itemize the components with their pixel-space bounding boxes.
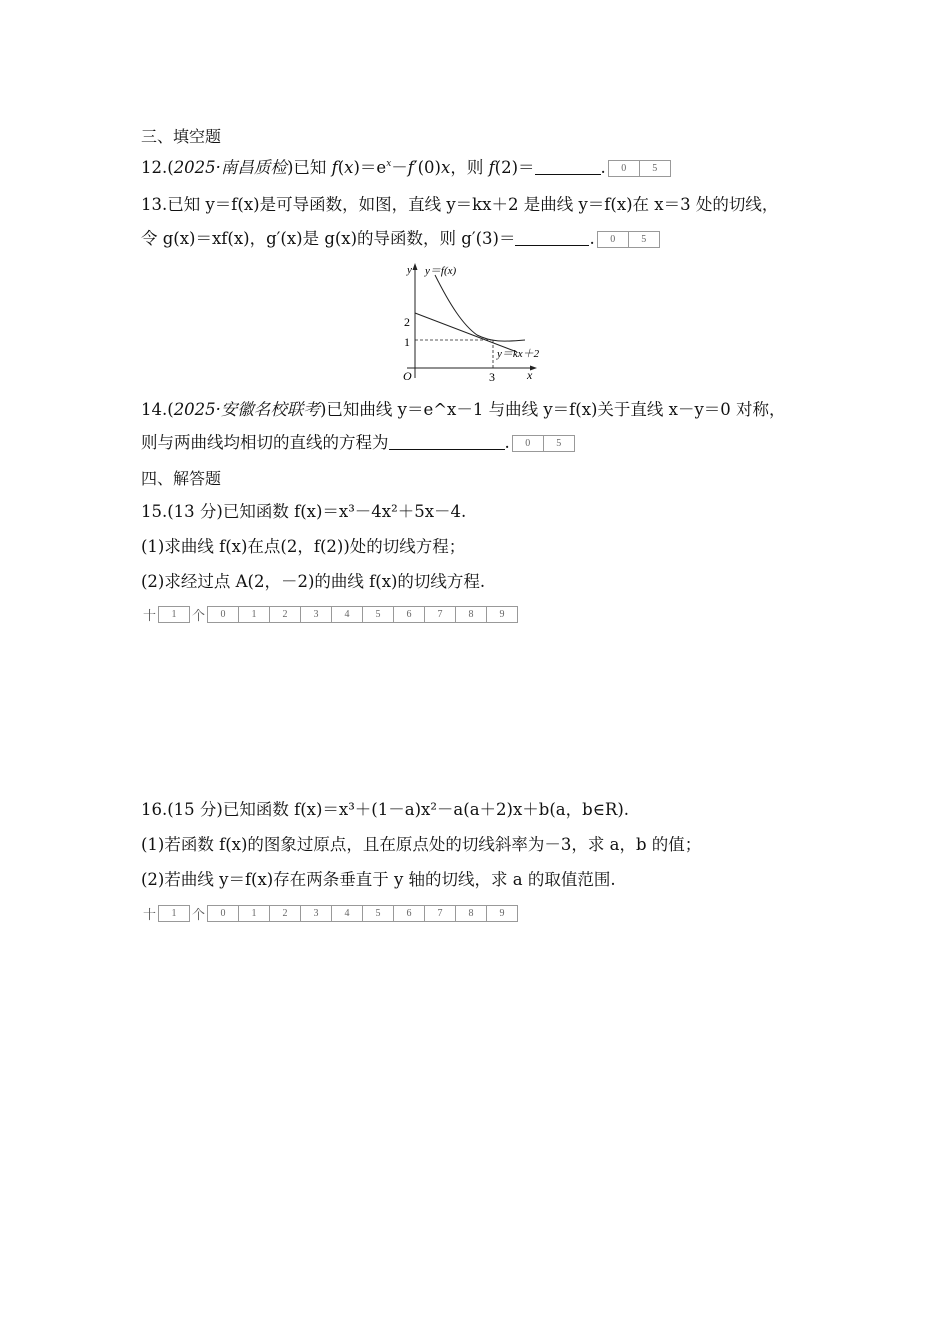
- q12-source: 2025·南昌质检: [173, 158, 287, 177]
- figure-y-arrow: [413, 263, 418, 270]
- q15-digit-8[interactable]: 8: [455, 607, 486, 622]
- q14-score-0[interactable]: 0: [525, 438, 531, 449]
- q16-digit-0[interactable]: 0: [220, 908, 226, 919]
- q14-source: 2025·安徽名校联考: [173, 400, 320, 419]
- q14-score-box[interactable]: [512, 435, 575, 452]
- q12-period: .: [600, 158, 606, 177]
- figure-x-label: x: [527, 368, 533, 382]
- q16-tens-box[interactable]: [158, 905, 190, 922]
- q13-score-5[interactable]: 5: [628, 232, 659, 247]
- q15-digit-1[interactable]: 1: [238, 607, 269, 622]
- question-16-part1: (1)若函数 f(x)的图象过原点，且在原点处的切线斜率为－3，求 a，b 的值；: [141, 835, 702, 854]
- section-title-fill-in: 三、填空题: [141, 127, 222, 146]
- q12-score-box[interactable]: [608, 160, 671, 177]
- question-15-part2: (2)求经过点 A(2，－2)的曲线 f(x)的切线方程.: [141, 572, 486, 591]
- q15-digit-4[interactable]: 4: [331, 607, 362, 622]
- q15-tens-1[interactable]: 1: [171, 609, 177, 620]
- figure-origin: O: [403, 369, 412, 383]
- q16-digit-7[interactable]: 7: [424, 906, 455, 921]
- q13-score-0[interactable]: 0: [610, 234, 616, 245]
- question-14-line1: [141, 399, 786, 421]
- q13-score-box[interactable]: [597, 231, 660, 248]
- q16-ones-label: 个: [192, 908, 206, 923]
- q12-number: 12.(: [141, 158, 174, 177]
- q12-text-c: ＝: [518, 158, 535, 177]
- question-12: 12.(2025·南昌质检)已知 $f(x)=e^x-f'(0)x$，则 f(2)＝ . 0 5: [141, 157, 671, 179]
- q15-digit-0[interactable]: 0: [220, 609, 226, 620]
- q16-digit-5[interactable]: 5: [362, 906, 393, 921]
- question-15-part1: (1)求曲线 f(x)在点(2，f(2))处的切线方程；: [141, 537, 466, 556]
- q15-digit-2[interactable]: 2: [269, 607, 300, 622]
- figure-line-label: y＝kx＋2: [497, 348, 540, 360]
- q15-ones-box[interactable]: [207, 606, 518, 623]
- q16-tens-label: 十: [143, 908, 157, 923]
- q12-answer-blank[interactable]: [535, 160, 601, 175]
- question-16-part2: (2)若曲线 y＝f(x)存在两条垂直于 y 轴的切线，求 a 的取值范围.: [141, 870, 616, 889]
- q16-digit-4[interactable]: 4: [331, 906, 362, 921]
- tangent-line: [415, 313, 517, 352]
- q14-answer-blank[interactable]: [389, 435, 505, 450]
- figure-y-label: y: [407, 264, 412, 276]
- q13-answer-blank[interactable]: [515, 231, 589, 246]
- q15-digit-9[interactable]: 9: [486, 607, 517, 622]
- figure-xtick-3: 3: [489, 370, 495, 384]
- q15-tens-box[interactable]: [158, 606, 190, 623]
- q12-text-a: )已知: [286, 158, 332, 177]
- q14-period: .: [504, 433, 510, 452]
- q16-digit-6[interactable]: 6: [393, 906, 424, 921]
- q15-digit-6[interactable]: 6: [393, 607, 424, 622]
- q14-line1-rest: )已知曲线 y＝e^x－1 与曲线 y＝f(x)关于直线 x－y＝0 对称，: [319, 400, 786, 419]
- q16-digit-1[interactable]: 1: [238, 906, 269, 921]
- q14-score-5[interactable]: 5: [543, 436, 574, 451]
- curve-fx: [435, 275, 525, 341]
- q13-line2-text: 令 g(x)＝xf(x)，g′(x)是 g(x)的导函数，则 g′(3)＝: [141, 229, 516, 248]
- question-15-stem: 15.(13 分)已知函数 f(x)＝x³－4x²＋5x－4.: [141, 502, 467, 521]
- q15-score-grid: [141, 605, 518, 624]
- q16-tens-1[interactable]: 1: [171, 908, 177, 919]
- q15-digit-5[interactable]: 5: [362, 607, 393, 622]
- q15-tens-label: 十: [143, 609, 157, 624]
- figure-ytick-1: 1: [404, 335, 410, 349]
- q16-digit-2[interactable]: 2: [269, 906, 300, 921]
- q16-digit-8[interactable]: 8: [455, 906, 486, 921]
- q16-ones-box[interactable]: [207, 905, 518, 922]
- figure-ytick-2: 2: [404, 315, 410, 329]
- q14-number: 14.(: [141, 400, 174, 419]
- q16-digit-3[interactable]: 3: [300, 906, 331, 921]
- question-13-line2: [141, 228, 660, 250]
- question-14-line2: [141, 432, 575, 454]
- question-13-line1: 13.已知 y＝f(x)是可导函数，如图，直线 y＝kx＋2 是曲线 y＝f(x)在 x＝3 处的切线，: [141, 195, 779, 214]
- figure-curve-label: y＝f(x): [425, 265, 457, 277]
- q12-score-0[interactable]: 0: [621, 163, 627, 174]
- q16-score-grid: [141, 904, 518, 923]
- q16-digit-9[interactable]: 9: [486, 906, 517, 921]
- section-title-answer: 四、解答题: [141, 469, 222, 488]
- q12-text-b: ，则: [450, 158, 489, 177]
- question-16-stem: 16.(15 分)已知函数 f(x)＝x³＋(1－a)x²－a(a＋2)x＋b(a，b∈R).: [141, 800, 630, 819]
- tangent-figure: [395, 260, 555, 385]
- q15-digit-3[interactable]: 3: [300, 607, 331, 622]
- q15-ones-label: 个: [192, 609, 206, 624]
- q14-line2-text: 则与两曲线均相切的直线的方程为: [141, 433, 389, 452]
- q15-digit-7[interactable]: 7: [424, 607, 455, 622]
- q13-period: .: [589, 229, 595, 248]
- q12-score-5[interactable]: 5: [639, 161, 670, 176]
